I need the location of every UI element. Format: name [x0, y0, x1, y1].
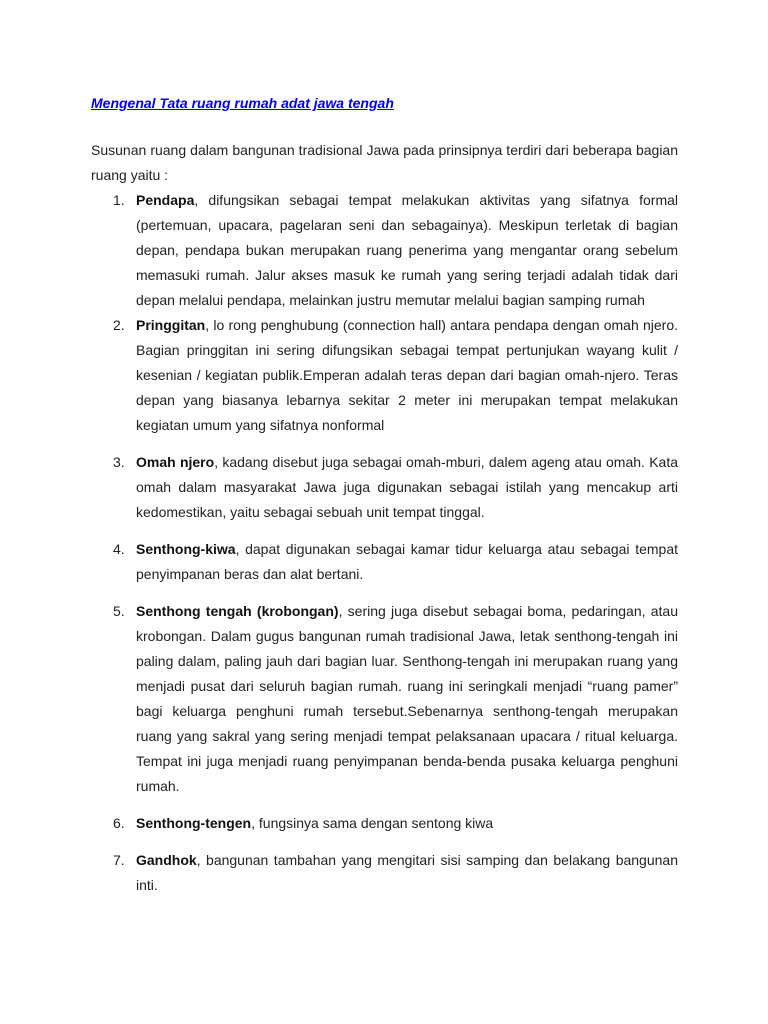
list-number: 3. — [113, 454, 125, 470]
list-number: 6. — [113, 815, 125, 831]
list-item — [91, 811, 678, 836]
list-term: Senthong-kiwa — [136, 541, 236, 557]
list-term: Senthong tengah (krobongan) — [136, 603, 339, 619]
list-item — [91, 450, 678, 525]
list-term: Pendapa — [136, 192, 195, 208]
intro-paragraph: Susunan ruang dalam bangunan tradisional Jawa pada prinsipnya terdiri dari beberapa bagian ruang yaitu : — [91, 142, 678, 183]
list-number: 2. — [113, 317, 125, 333]
list-text: , fungsinya sama dengan sentong kiwa — [251, 815, 494, 831]
list-text: , kadang disebut juga sebagai omah-mburi, dalem ageng atau omah. Kata omah dalam masyarakat Jawa juga digunakan sebagai istilah yang mencakup arti kedomestikan, yaitu sebagai sebuah unit tempat tinggal. — [136, 454, 678, 520]
list-term: Gandhok — [136, 852, 197, 868]
list-text: , bangunan tambahan yang mengitari sisi samping dan belakang bangunan inti. — [136, 852, 678, 893]
list-term: Omah njero — [136, 454, 215, 470]
list-number: 7. — [113, 852, 125, 868]
list-number: 4. — [113, 541, 125, 557]
list-text: , sering juga disebut sebagai boma, pedaringan, atau krobongan. Dalam gugus bangunan rumah tradisional Jawa, letak senthong-tengah ini paling dalam, paling jauh dari bagian luar. Senthong-tengah ini merupakan ruang yang menjadi pusat dari seluruh bagian rumah. ruang ini seringkali menjadi “ruang pamer” bagi keluarga penghuni rumah tersebut.Sebenarnya senthong-tengah merupakan ruang yang sakral yang sering menjadi tempat pelaksanaan upacara / ritual keluarga. Tempat ini juga menjadi ruang penyimpanan benda-benda pusaka keluarga penghuni rumah. — [136, 603, 678, 794]
list-text: , difungsikan sebagai tempat melakukan aktivitas yang sifatnya formal (pertemuan, upacara, pagelaran seni dan sebagainya). Meskipun terletak di bagian depan, pendapa bukan merupakan ruang penerima yang mengantar orang sebelum memasuki rumah. Jalur akses masuk ke rumah yang sering terjadi adalah tidak dari depan melalui pendapa, melainkan justru memutar melalui bagian samping rumah — [136, 192, 678, 308]
list-text: , lo rong penghubung (connection hall) antara pendapa dengan omah njero. Bagian pringgitan ini sering difungsikan sebagai tempat pertunjukan wayang kulit / kesenian / kegiatan publik.Emperan adalah teras depan dari bagian omah-njero. Teras depan yang biasanya lebarnya sekitar 2 meter ini merupakan tempat melakukan kegiatan umum yang sifatnya nonformal — [136, 317, 678, 433]
list-item — [91, 313, 678, 438]
list-number: 1. — [113, 192, 125, 208]
list-term: Pringgitan — [136, 317, 206, 333]
list-item — [91, 537, 678, 587]
list-item — [91, 848, 678, 898]
document-title-link[interactable]: Mengenal Tata ruang rumah adat jawa tengah — [91, 95, 394, 111]
list-item — [91, 599, 678, 799]
room-list — [91, 188, 678, 898]
list-number: 5. — [113, 603, 125, 619]
list-text: , dapat digunakan sebagai kamar tidur keluarga atau sebagai tempat penyimpanan beras dan alat bertani. — [136, 541, 678, 582]
list-item — [91, 188, 678, 313]
list-term: Senthong-tengen — [136, 815, 252, 831]
